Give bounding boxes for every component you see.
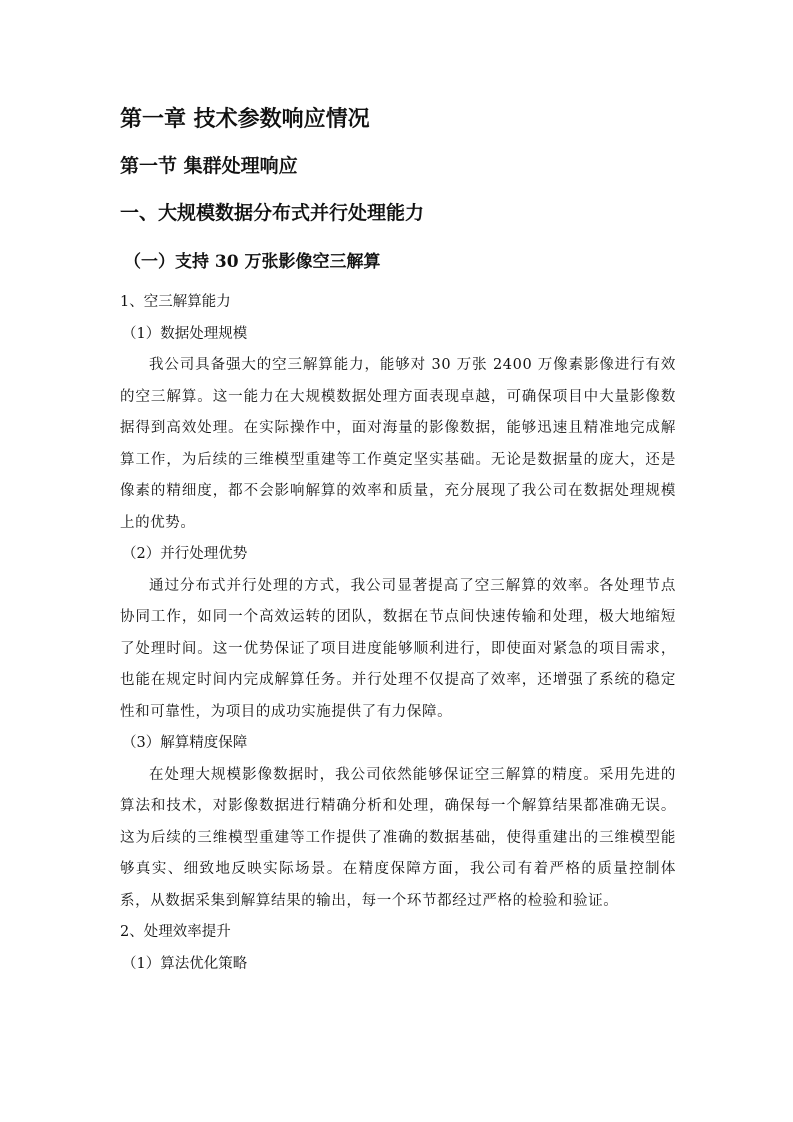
paragraph-2: 通过分布式并行处理的方式，我公司显著提高了空三解算的效率。各处理节点协同工作，如同一个高效运转的团队，数据在节点间快速传输和处理，极大地缩短了处理时间。这一优势保证了项目进度能够顺利进行，即使面对紧急的项目需求，也能在规定时间内完成解算任务。并行处理不仅提高了效率，还增强了系统的稳定性和可靠性，为项目的成功实施提供了有力保障。 [120, 577, 676, 720]
list-subheading-1-3: （3）解算精度保障 [122, 735, 248, 751]
subsubsection-title: （一）支持 30 万张影像空三解算 [124, 252, 381, 272]
document-body [120, 287, 676, 980]
list-subheading-1-2: （2）并行处理优势 [122, 546, 248, 562]
chapter-title: 第一章 技术参数响应情况 [120, 107, 370, 132]
section-title: 第一节 集群处理响应 [120, 155, 298, 177]
list-heading-1: 1、空三解算能力 [120, 294, 231, 310]
list-heading-2: 2、处理效率提升 [120, 924, 231, 940]
paragraph-3: 在处理大规模影像数据时，我公司依然能够保证空三解算的精度。采用先进的算法和技术，对影像数据进行精确分析和处理，确保每一个解算结果都准确无误。这为后续的三维模型重建等工作提供了准确的数据基础，使得重建出的三维模型能够真实、细致地反映实际场景。在精度保障方面，我公司有着严格的质量控制体系，从数据采集到解算结果的输出，每一个环节都经过严格的检验和验证。 [120, 766, 676, 909]
list-subheading-1-1: （1）数据处理规模 [122, 325, 248, 342]
subsection-title: 一、大规模数据分布式并行处理能力 [120, 202, 425, 224]
paragraph-1: 我公司具备强大的空三解算能力，能够对 30 万张 2400 万像素影像进行有效的空三解算。这一能力在大规模数据处理方面表现卓越，可确保项目中大量影像数据得到高效处理。在实际操作中，面对海量的影像数据，能够迅速且精准地完成解算工作，为后续的三维模型重建等工作奠定坚实基础。无论是数据量的庞大，还是像素的精细度，都不会影响解算的效率和质量，充分展现了我公司在数据处理规模上的优势。 [120, 357, 676, 531]
list-subheading-2-1: （1）算法优化策略 [122, 955, 248, 972]
